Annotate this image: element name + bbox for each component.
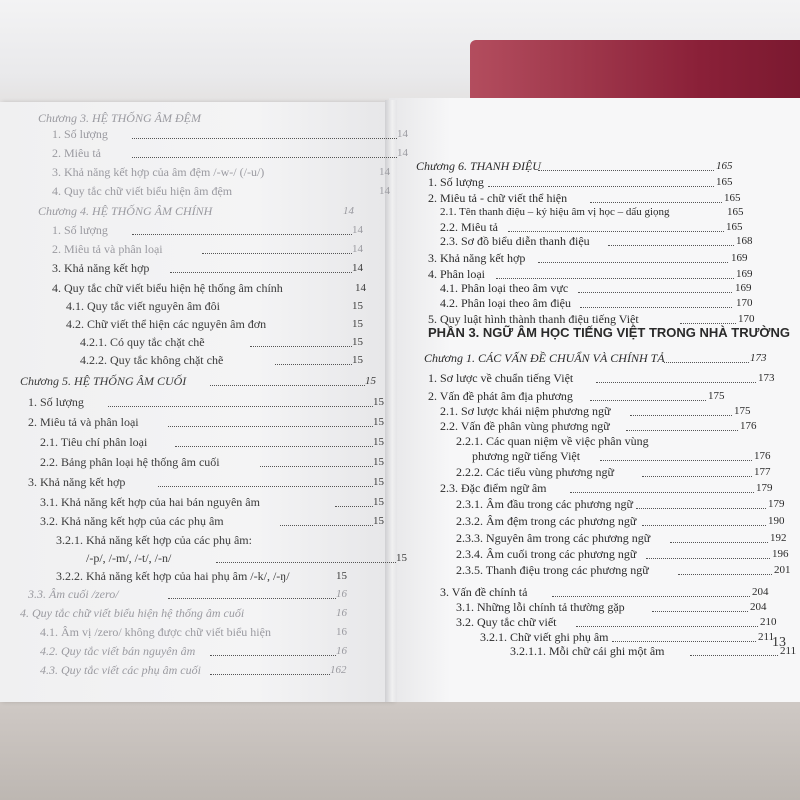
toc-entry: 5. Quy luật hình thành thanh điệu tiếng Việt 170: [428, 312, 755, 326]
toc-entry: 3.2.1. Khả năng kết hợp của các phụ âm:: [56, 533, 252, 547]
toc-entry: 4.2. Chữ viết thể hiện các nguyên âm đơn 15: [66, 317, 363, 331]
toc-entry: 2.1. Tên thanh điệu – ký hiệu âm vị học – dấu giọng 165: [440, 206, 744, 218]
toc-entry: 4.2.2. Quy tắc không chặt chẽ 15: [80, 353, 363, 367]
toc-entry: 2. Miêu tả - chữ viết thể hiện 165: [428, 191, 741, 205]
toc-entry: 4.1. Phân loại theo âm vực 169: [440, 281, 752, 295]
toc-entry: 2.3.1. Âm đầu trong các phương ngữ 179: [456, 497, 785, 511]
toc-entry: 4.3. Quy tắc viết các phụ âm cuối 162: [40, 663, 347, 677]
toc-entry: 2.1. Tiêu chí phân loại 15: [40, 435, 384, 449]
part-heading: PHẦN 3. NGỮ ÂM HỌC TIẾNG VIỆT TRONG NHÀ TRƯỜNG: [428, 325, 791, 340]
toc-entry: 2.3. Sơ đồ biểu diễn thanh điệu 168: [440, 234, 753, 248]
toc-entry: 3.2. Quy tắc chữ viết 210: [456, 615, 777, 629]
toc-entry: 4.1. Quy tắc viết nguyên âm đôi 15: [66, 299, 363, 313]
page-number: 13: [772, 635, 786, 650]
toc-entry: 3. Vấn đề chính tả 204: [440, 585, 769, 599]
toc-entry: 3.2.2. Khả năng kết hợp của hai phụ âm /-k/, /-ŋ/ 15: [56, 569, 347, 583]
toc-entry: 3. Khả năng kết hợp 14: [52, 261, 363, 275]
toc-chapter-5: Chương 5. HỆ THỐNG ÂM CUỐI 15: [20, 374, 376, 388]
toc-entry: 1. Sơ lược về chuẩn tiếng Việt 173: [428, 371, 775, 385]
toc-entry: 3.1. Khả năng kết hợp của hai bán nguyên âm 15: [40, 495, 384, 509]
toc-chapter-6: Chương 6. THANH ĐIỆU 165: [416, 159, 733, 173]
toc-entry: 2.3.3. Nguyên âm trong các phương ngữ 192: [456, 531, 787, 545]
toc-entry: 4. Quy tắc chữ viết biểu hiện âm đệm 14: [52, 184, 390, 198]
toc-entry: 2. Miêu tả 14: [52, 146, 408, 160]
toc-entry: 3. Khả năng kết hợp 15: [28, 475, 384, 489]
toc-entry: 2.3.5. Thanh điệu trong các phương ngữ 201: [456, 563, 791, 577]
toc-entry: 1. Số lượng 14: [52, 127, 408, 141]
toc-entry: 2.3. Đặc điểm ngữ âm 179: [440, 481, 773, 495]
toc-entry: 2.2. Bảng phân loại hệ thống âm cuối 15: [40, 455, 384, 469]
toc-entry: 3. Khả năng kết hợp 169: [428, 251, 748, 265]
toc-entry: 2.2.1. Các quan niệm về việc phân vùng: [456, 434, 649, 448]
background-table: [0, 700, 800, 800]
toc-entry: 2.2. Vấn đề phân vùng phương ngữ 176: [440, 419, 757, 433]
toc-entry: 1. Số lượng 165: [428, 175, 733, 189]
toc-entry: 3.2. Khả năng kết hợp của các phụ âm 15: [40, 514, 384, 528]
toc-entry: 2. Vấn đề phát âm địa phương 175: [428, 389, 725, 403]
toc-entry: 2. Miêu tả và phân loại 15: [28, 415, 384, 429]
toc-entry: 3.2.1. Chữ viết ghi phụ âm 211: [480, 630, 775, 644]
toc-chapter-3: Chương 3. HỆ THỐNG ÂM ĐỆM: [38, 111, 201, 125]
toc-entry: /-p/, /-m/, /-t/, /-n/ 15: [86, 551, 407, 565]
toc-entry: 2.2.2. Các tiểu vùng phương ngữ 177: [456, 465, 771, 479]
toc-entry: 4.1. Âm vị /zero/ không được chữ viết biểu hiện 16: [40, 625, 347, 639]
toc-entry: 2.3.4. Âm cuối trong các phương ngữ 196: [456, 547, 789, 561]
toc-entry: phương ngữ tiếng Việt 176: [472, 449, 771, 463]
toc-entry: 4.2. Quy tắc viết bán nguyên âm 16: [40, 644, 347, 658]
toc-entry: 2.3.2. Âm đệm trong các phương ngữ 190: [456, 514, 785, 528]
toc-entry: 1. Số lượng 14: [52, 223, 363, 237]
toc-entry: 4.2. Phân loại theo âm điệu 170: [440, 296, 753, 310]
toc-entry: 3.1. Những lỗi chính tả thường gặp 204: [456, 600, 767, 614]
toc-entry: 2.1. Sơ lược khái niệm phương ngữ 175: [440, 404, 751, 418]
toc-entry: 3. Khả năng kết hợp của âm đệm /-w-/ (/-u/) 14: [52, 165, 390, 179]
toc-entry: 4. Phân loại 169: [428, 267, 753, 281]
toc-entry: 4. Quy tắc chữ viết biểu hiện hệ thống âm cuối 16: [20, 606, 347, 620]
toc-entry: 2. Miêu tả và phân loại 14: [52, 242, 363, 256]
toc-entry: 3.2.1.1. Mỗi chữ cái ghi một âm 211: [510, 644, 797, 658]
toc-entry: 4.2.1. Có quy tắc chặt chẽ 15: [80, 335, 363, 349]
toc-entry: 4. Quy tắc chữ viết biểu hiện hệ thống âm chính 14: [52, 281, 366, 295]
toc-chapter-4: Chương 4. HỆ THỐNG ÂM CHÍNH 14: [38, 204, 354, 218]
toc-entry: 3.3. Âm cuối /zero/ 16: [28, 587, 347, 601]
toc-chapter-1: Chương 1. CÁC VẤN ĐỀ CHUẨN VÀ CHÍNH TẢ 173: [424, 351, 767, 365]
toc-entry: 2.2. Miêu tả 165: [440, 220, 743, 234]
toc-entry: 1. Số lượng 15: [28, 395, 384, 409]
